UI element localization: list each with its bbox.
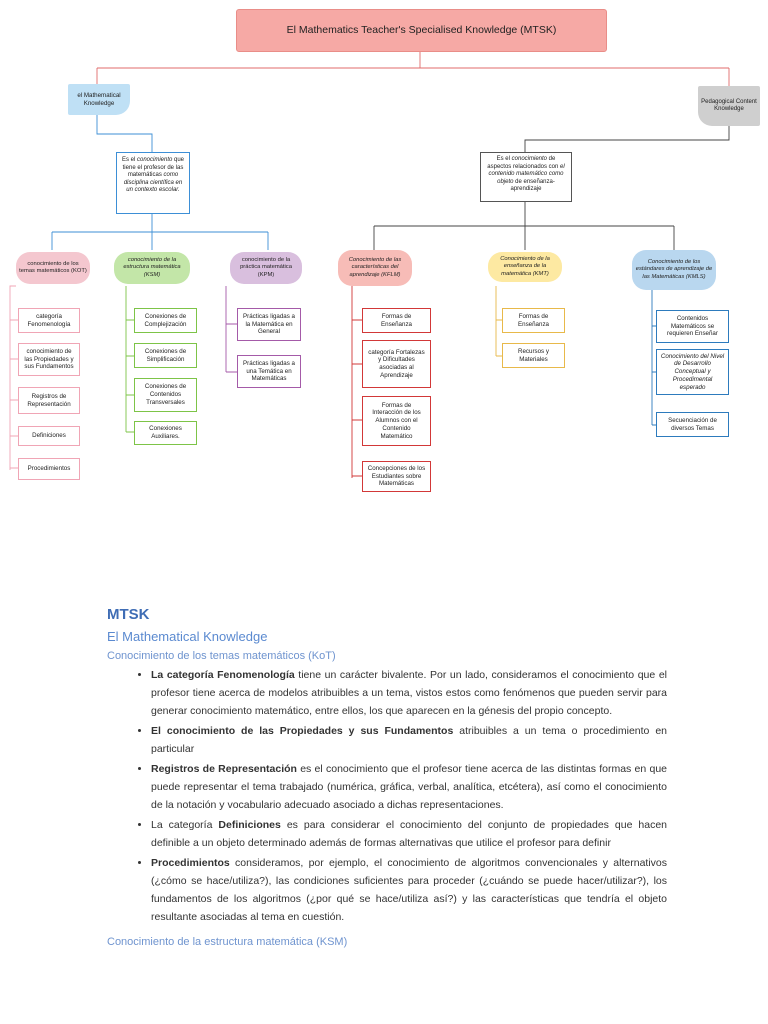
kflm-item: Concepciones de los Estudiantes sobre Matemáticas bbox=[362, 461, 431, 492]
kflm-item: Formas de Interacción de los Alumnos con el Contenido Matemático bbox=[362, 396, 431, 446]
kmt-item: Formas de Enseñanza bbox=[502, 308, 565, 333]
ksm-item: Conexiones de Complejización bbox=[134, 308, 197, 333]
kot-node: conocimiento de los temas matemáticos (KOT) bbox=[16, 252, 90, 284]
kmt-node: Conocimiento de la enseñanza de la matemática (KMT) bbox=[488, 252, 562, 282]
mk-definition bbox=[116, 152, 190, 214]
list-item bbox=[151, 666, 667, 720]
item-text: tiene un carácter bivalente. Por un lado, consideramos el conocimiento que el profesor tiene acerca de modelos atribuibles a un tema, vistos estos como fenómenos que pueden servir para generar conocimiento matemático, entre ellos, los que aparecen en la génesis del propio concepto. bbox=[151, 669, 667, 717]
kot-item: conocimiento de las Propiedades y sus Fundamentos bbox=[18, 343, 80, 376]
list-item bbox=[151, 816, 667, 852]
item-text: es para considerar el conocimiento del conjunto de propiedades que hacen definible a un objeto determinado además de formas alternativas que utilice el profesor para definir bbox=[151, 819, 667, 849]
item-pre: La categoría bbox=[151, 819, 219, 831]
item-bold: El conocimiento de las Propiedades y sus Fundamentos bbox=[151, 725, 454, 737]
doc-heading-2: El Mathematical Knowledge bbox=[107, 629, 268, 644]
mk-def-pre: Es el bbox=[121, 157, 137, 163]
kot-item: Procedimientos bbox=[18, 458, 80, 480]
kflm-node: Conocimiento de las características del aprendizaje (KFLM) bbox=[338, 250, 412, 286]
item-text: consideramos, por ejemplo, el conocimiento de algoritmos convencionales y alternativos (¿cómo se hace/utiliza?), las condiciones suficientes para proceder (¿cuándo se puede hacer/utilizar?), los fundamentos de los algoritmos (¿por qué se hace/utiliza así?) y las características que tendría el objeto resultante asociadas al tema en cuestión. bbox=[151, 857, 667, 923]
kpm-item: Prácticas ligadas a una Temática en Matemáticas bbox=[237, 355, 301, 388]
kmt-item: Recursos y Materiales bbox=[502, 343, 565, 368]
pck-def-em1: conocimiento bbox=[511, 156, 548, 162]
kot-item: Definiciones bbox=[18, 426, 80, 446]
kmls-item: Conocimiento del Nivel de Desarrollo Conceptual y Procedimental esperado bbox=[656, 349, 729, 395]
item-bold: Registros de Representación bbox=[151, 763, 297, 775]
list-item bbox=[151, 854, 667, 926]
kpm-node: conocimiento de la práctica matemática (KPM) bbox=[230, 252, 302, 284]
list-item bbox=[151, 722, 667, 758]
item-bold: Definiciones bbox=[218, 819, 281, 831]
pck-definition bbox=[480, 152, 572, 202]
doc-heading-3: Conocimiento de los temas matemáticos (KoT) bbox=[107, 650, 336, 662]
diagram-title: El Mathematics Teacher's Specialised Knowledge (MTSK) bbox=[236, 9, 607, 52]
pck-def-pre: Es el bbox=[496, 156, 512, 162]
kmls-item: Secuenciación de diversos Temas bbox=[656, 412, 729, 437]
mk-def-em2: como disciplina científica en un contexto escolar. bbox=[123, 172, 183, 193]
item-bold: La categoría Fenomenología bbox=[151, 669, 295, 681]
mk-def-em1: conocimiento bbox=[136, 157, 173, 163]
doc-heading-1: MTSK bbox=[107, 606, 150, 623]
kpm-item: Prácticas ligadas a la Matemática en General bbox=[237, 308, 301, 341]
ksm-node: conocimiento de la estructura matemática (KSM) bbox=[114, 252, 190, 284]
doc-heading-3b: Conocimiento de la estructura matemática (KSM) bbox=[107, 936, 348, 948]
pck-node: Pedagogical Content Knowledge bbox=[698, 86, 760, 126]
kmls-node: Conocimiento de los estándares de aprendizaje de las Matemáticas (KMLS) bbox=[632, 250, 716, 290]
kot-item: Registros de Representación bbox=[18, 387, 80, 414]
mk-def-mid: que tiene el profesor de las matemáticas bbox=[122, 157, 185, 178]
item-bold: Procedimientos bbox=[151, 857, 230, 869]
kot-list bbox=[107, 666, 667, 926]
ksm-item: Conexiones de Simplificación bbox=[134, 343, 197, 368]
document-body bbox=[107, 606, 667, 948]
item-text: atribuibles a un tema o procedimiento en particular bbox=[151, 725, 667, 755]
list-item bbox=[151, 760, 667, 814]
item-text: es el conocimiento que el profesor tiene acerca de las distintas formas en que puede representar el tema trabajado (numérica, gráfica, verbal, analítica, etcétera), así como el conocimiento de la notación y vocabulario adecuado asociado a dichas representaciones. bbox=[151, 763, 668, 811]
kflm-item: categoría Fortalezas y Dificultades asociadas al Aprendizaje bbox=[362, 340, 431, 388]
pck-def-mid: de aspectos relacionados con bbox=[487, 156, 561, 170]
ksm-item: Conexiones Auxiliares. bbox=[134, 421, 197, 445]
pck-def-em2: el contenido matemático como objeto bbox=[488, 163, 565, 185]
kot-item: categoría Fenomenología bbox=[18, 308, 80, 333]
ksm-item: Conexiones de Contenidos Transversales bbox=[134, 378, 197, 412]
kmls-item: Contenidos Matemáticos se requieren Enseñar bbox=[656, 310, 729, 343]
pck-def-post: de enseñanza-aprendizaje bbox=[510, 178, 555, 192]
kflm-item: Formas de Enseñanza bbox=[362, 308, 431, 333]
mk-node: el Mathematical Knowledge bbox=[68, 84, 130, 115]
